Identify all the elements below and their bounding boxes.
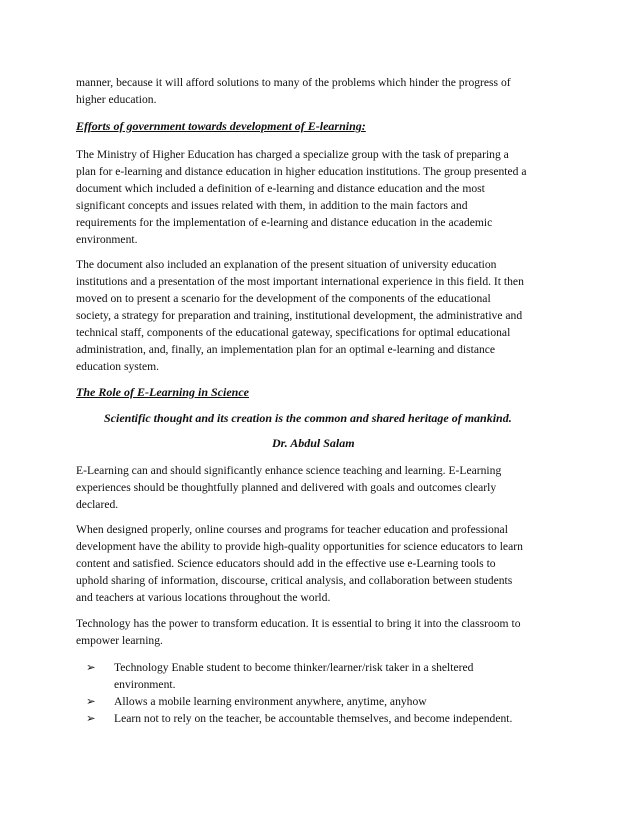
paragraph-line: society, a strategy for preparation and training, institutional development, the administrative and xyxy=(76,309,523,322)
section-heading-government: Efforts of government towards development of E-learning: xyxy=(76,119,366,133)
paragraph-line: content and satisfied. Science educators should add in the effective use e-Learning tools to xyxy=(76,557,496,570)
arrow-bullet-icon: ➢ xyxy=(86,712,96,725)
paragraph-line: institutions and a presentation of the most important international experience in this field. It then xyxy=(76,275,524,288)
paragraph-line: plan for e-learning and distance education in higher education institutions. The group presented a xyxy=(76,165,527,178)
paragraph-line: administration, and, finally, an implementation plan for an optimal e-learning and distance xyxy=(76,343,496,356)
list-item-text-continued: environment. xyxy=(114,678,176,691)
arrow-bullet-icon: ➢ xyxy=(86,695,96,708)
paragraph-line: experiences should be thoughtfully planned and delivered with goals and outcomes clearly xyxy=(76,481,497,494)
list-item-text: Technology Enable student to become thinker/learner/risk taker in a sheltered xyxy=(114,661,474,674)
paragraph-line: significant concepts and issues related with them, in addition to the main factors and xyxy=(76,199,468,212)
paragraph-line: Technology has the power to transform education. It is essential to bring it into the classroom to xyxy=(76,617,521,630)
paragraph-line: The Ministry of Higher Education has charged a specialize group with the task of preparing a xyxy=(76,148,509,161)
intro-line: higher education. xyxy=(76,93,157,106)
paragraph-line: empower learning. xyxy=(76,634,163,647)
paragraph-line: The document also included an explanation of the present situation of university education xyxy=(76,258,497,271)
paragraph-line: environment. xyxy=(76,233,138,246)
paragraph-line: declared. xyxy=(76,498,119,511)
paragraph-line: document which included a definition of e-learning and distance education and the most xyxy=(76,182,485,195)
paragraph-line: development have the ability to provide high-quality opportunities for science educators to learn xyxy=(76,540,523,553)
section-heading-science: The Role of E-Learning in Science xyxy=(76,385,249,399)
paragraph-line: When designed properly, online courses and programs for teacher education and professional xyxy=(76,523,508,536)
quote-author: Dr. Abdul Salam xyxy=(272,436,355,450)
list-item-text: Allows a mobile learning environment anywhere, anytime, anyhow xyxy=(114,695,427,708)
paragraph-line: moved on to present a scenario for the development of the components of the educational xyxy=(76,292,491,305)
arrow-bullet-icon: ➢ xyxy=(86,661,96,674)
intro-line: manner, because it will afford solutions to many of the problems which hinder the progress of xyxy=(76,76,511,89)
paragraph-line: requirements for the implementation of e-learning and distance education in the academic xyxy=(76,216,493,229)
quote-text: Scientific thought and its creation is the common and shared heritage of mankind. xyxy=(104,411,512,425)
paragraph-line: E-Learning can and should significantly enhance science teaching and learning. E-Learning xyxy=(76,464,502,477)
paragraph-line: uphold sharing of information, discourse, critical analysis, and collaboration between students xyxy=(76,574,513,587)
paragraph-line: and teachers at various locations throughout the world. xyxy=(76,591,331,604)
paragraph-line: education system. xyxy=(76,360,160,373)
list-item-text: Learn not to rely on the teacher, be accountable themselves, and become independent. xyxy=(114,712,513,725)
paragraph-line: technical staff, components of the educational gateway, specifications for optimal educational xyxy=(76,326,511,339)
